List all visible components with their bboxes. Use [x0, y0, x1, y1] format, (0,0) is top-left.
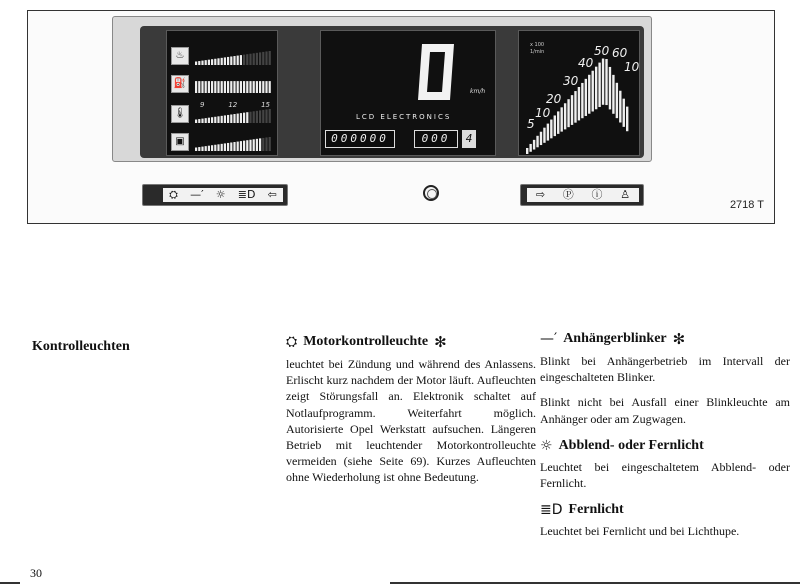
- gauge-segment: [262, 52, 264, 65]
- fuel-bars: [195, 77, 273, 93]
- gauge-segment: [233, 81, 235, 93]
- battery-icon: ▣: [171, 133, 189, 151]
- gauge-segment: [195, 120, 197, 124]
- gauge-segment: [253, 81, 255, 93]
- gauge-segment: [256, 53, 258, 65]
- tacho-number: 20: [546, 92, 562, 106]
- right-column: [540, 330, 790, 539]
- tacho-number: 10: [535, 106, 551, 120]
- engine-icon: ⛭: [286, 334, 298, 350]
- gauge-segment: [224, 81, 226, 93]
- tacho-number: 30: [563, 74, 579, 88]
- tacho-number: 40: [578, 56, 594, 70]
- tacho-segment: [550, 120, 552, 139]
- gauge-segment: [249, 81, 251, 93]
- gauge-segment: [269, 109, 271, 123]
- figure-code: 2718 T: [729, 199, 764, 211]
- battery-voltage-bars: [195, 135, 273, 151]
- gauge-segment: [227, 143, 229, 151]
- trip-reset-knob[interactable]: [423, 185, 439, 201]
- gauge-segment: [230, 56, 232, 65]
- auxiliary-gauges-panel: [166, 30, 278, 156]
- gauge-segment: [249, 112, 251, 123]
- gauge-segment: [217, 144, 219, 151]
- tacho-segment: [543, 128, 545, 143]
- warning-lights-right: [520, 184, 644, 206]
- speed-digit-display: [412, 40, 460, 104]
- gauge-segment: [214, 81, 216, 93]
- tacho-segment: [547, 124, 549, 141]
- gauge-segment: [198, 81, 200, 93]
- trailer-signal-icon: —′: [190, 188, 204, 201]
- engine-icon: ⛭: [169, 188, 178, 201]
- tacho-number: 10: [624, 60, 640, 74]
- gauge-segment: [201, 147, 203, 151]
- speed-unit: km/h: [470, 88, 486, 95]
- gauge-segment: [201, 81, 203, 93]
- gauge-segment: [205, 81, 207, 93]
- gauge-segment: [198, 147, 200, 151]
- gauge-segment: [262, 81, 264, 93]
- gauge-segment: [211, 81, 213, 93]
- gauge-segment: [208, 60, 210, 65]
- tacho-segment: [588, 75, 590, 114]
- odometer-trip: 000: [414, 130, 458, 148]
- turn-signal-icon: ⇦: [267, 188, 277, 201]
- entry-heading: [286, 333, 536, 351]
- page-edge-right: [390, 582, 800, 584]
- oil-temperature-gauge: [171, 45, 273, 67]
- gauge-segment: [265, 51, 267, 65]
- tacho-segment: [578, 87, 580, 120]
- gauge-segment: [249, 140, 251, 151]
- gauge-segment: [269, 137, 271, 151]
- gauge-segment: [201, 119, 203, 123]
- gauge-segment: [240, 113, 242, 123]
- gauge-segment: [211, 59, 213, 65]
- gauge-segment: [224, 143, 226, 151]
- asterisk-icon: ✻: [434, 333, 447, 351]
- gauge-segment: [246, 81, 248, 93]
- tacho-segment: [602, 59, 604, 105]
- voltage-scale: [200, 101, 270, 109]
- gauge-segment: [227, 57, 229, 65]
- gauge-segment: [224, 115, 226, 123]
- tacho-segment: [574, 91, 576, 123]
- gauge-segment: [240, 141, 242, 151]
- gauge-segment: [256, 111, 258, 123]
- gauge-segment: [243, 141, 245, 151]
- tacho-segment: [616, 83, 618, 118]
- tacho-segment: [609, 67, 611, 109]
- gauge-segment: [237, 114, 239, 123]
- gauge-segment: [214, 59, 216, 65]
- entry-title: Fernlicht: [568, 502, 624, 518]
- tacho-unit-line: 1/min: [530, 49, 545, 55]
- gauge-segment: [246, 54, 248, 65]
- gauge-segment: [265, 137, 267, 151]
- tacho-segment: [619, 91, 621, 123]
- dipped-beam-icon: ☼: [540, 437, 553, 454]
- entry-title: Anhängerblinker: [563, 331, 667, 346]
- gauge-segment: [221, 116, 223, 123]
- lcd-electronics-label: LCD ELECTRONICS: [356, 113, 452, 121]
- gauge-segment: [269, 51, 271, 65]
- gauge-segment: [221, 144, 223, 151]
- gauge-segment: [233, 56, 235, 65]
- gauge-segment: [198, 61, 200, 65]
- tacho-segment: [595, 67, 597, 110]
- gauge-segment: [221, 58, 223, 65]
- dipped-beam-icon: ☼: [215, 188, 226, 201]
- gauge-segment: [249, 54, 251, 65]
- gauge-segment: [246, 112, 248, 123]
- gauge-segment: [205, 118, 207, 123]
- tacho-segment: [533, 140, 535, 150]
- tacho-segment: [585, 79, 587, 116]
- entry-text: leuchtet bei Zündung und während des Anlassens. Erlischt kurz nachdem der Motor läuft. Aufleuchten zeigt Störungsfall an. Elektronik schaltet auf Notlaufprogramm. Weiterfahrt möglich. Autorisierte Opel Werkstatt aufsuchen. Längeren Betrieb mit leuchtender Motorkontrolleuchte vermeiden (siehe Seite 69). Kurzes Aufleuchten ohne Wiederholung ist ohne Bedeutung.: [286, 357, 536, 485]
- odometer-trip-decimal: 4: [462, 130, 476, 148]
- tacho-segment: [526, 148, 528, 154]
- gauge-segment: [227, 81, 229, 93]
- gauge-segment: [259, 81, 261, 93]
- oil-temperature-bars: [195, 49, 273, 65]
- turn-signal-icon: ⇨: [535, 188, 546, 201]
- gauge-segment: [201, 61, 203, 65]
- gauge-segment: [259, 52, 261, 65]
- tacho-segment: [626, 107, 628, 132]
- tacho-segment: [592, 71, 594, 112]
- entry-text: Leuchtet bei Fernlicht und bei Lichthupe.: [540, 524, 740, 539]
- gauge-segment: [205, 60, 207, 65]
- gauge-segment: [230, 81, 232, 93]
- gauge-segment: [237, 56, 239, 65]
- brake-warning-icon: ⓘ: [591, 188, 603, 201]
- tacho-number: 50: [594, 44, 610, 58]
- gauge-segment: [195, 62, 197, 66]
- parking-brake-icon: Ⓟ: [562, 188, 574, 201]
- section-title: Kontrolleuchten: [32, 339, 130, 354]
- warning-lights-left: [142, 184, 288, 206]
- entry-text: Leuchtet bei eingeschaltetem Abblend- oder Fernlicht.: [540, 459, 790, 491]
- gauge-segment: [262, 138, 264, 151]
- voltage-scale-label: 15: [261, 101, 270, 109]
- tacho-segment: [554, 115, 556, 136]
- coolant-temperature-bars: [195, 107, 273, 123]
- tacho-number: 5: [527, 117, 535, 131]
- asterisk-icon: ✻: [672, 330, 686, 348]
- gauge-segment: [240, 55, 242, 65]
- gauge-segment: [198, 119, 200, 123]
- main-beam-icon: ≣D: [540, 502, 563, 519]
- tacho-segment: [612, 75, 614, 114]
- page-number: 30: [30, 566, 42, 580]
- gauge-segment: [246, 140, 248, 151]
- tacho-segment: [536, 136, 538, 147]
- voltage-scale-label: 12: [228, 101, 238, 109]
- gauge-segment: [221, 81, 223, 93]
- voltage-scale-label: 9: [200, 101, 205, 109]
- trailer-signal-icon: —′: [540, 331, 558, 347]
- entry-motorkontrolleuchte: [286, 333, 536, 486]
- tacho-segment: [581, 83, 583, 118]
- gauge-segment: [230, 142, 232, 151]
- gauge-segment: [224, 57, 226, 65]
- seatbelt-icon: ♙: [620, 188, 631, 201]
- gauge-segment: [233, 142, 235, 151]
- gauge-segment: [195, 148, 197, 152]
- tacho-segment: [564, 103, 566, 129]
- tacho-segment: [598, 63, 600, 107]
- gauge-segment: [262, 110, 264, 123]
- gauge-segment: [211, 117, 213, 123]
- entry-heading: [540, 330, 790, 348]
- entry-text: Blinkt nicht bei Ausfall einer Blinkleuchte am Anhänger oder am Zugwagen.: [540, 395, 790, 426]
- tacho-segment: [623, 99, 625, 127]
- gauge-segment: [253, 53, 255, 65]
- gauge-segment: [211, 145, 213, 151]
- gauge-segment: [256, 81, 258, 93]
- gauge-segment: [237, 81, 239, 93]
- gauge-segment: [217, 116, 219, 123]
- gauge-segment: [259, 138, 261, 151]
- gauge-segment: [237, 142, 239, 151]
- gauge-segment: [195, 81, 197, 93]
- gauge-segment: [259, 110, 261, 123]
- gauge-segment: [240, 81, 242, 93]
- gauge-segment: [217, 81, 219, 93]
- gauge-segment: [208, 81, 210, 93]
- tacho-segment: [557, 111, 559, 133]
- gauge-segment: [214, 145, 216, 151]
- entry-heading: [540, 502, 790, 518]
- gauge-segment: [243, 81, 245, 93]
- speed-digit-zero: [418, 44, 454, 100]
- gauge-segment: [265, 81, 267, 93]
- odometer-total: 000000: [325, 130, 395, 148]
- gauge-segment: [253, 139, 255, 151]
- gauge-segment: [217, 58, 219, 65]
- gauge-segment: [243, 113, 245, 123]
- fuel-gauge: [171, 73, 273, 95]
- tacho-segment: [605, 59, 607, 105]
- gauge-segment: [205, 146, 207, 151]
- gauge-segment: [233, 114, 235, 123]
- gauge-segment: [269, 81, 271, 93]
- gauge-segment: [230, 114, 232, 123]
- gauge-segment: [214, 117, 216, 123]
- main-beam-icon: ≣D: [237, 188, 256, 201]
- gauge-segment: [208, 146, 210, 151]
- gauge-segment: [227, 115, 229, 123]
- entry-heading: [540, 438, 790, 454]
- oil-temperature-icon: ♨: [171, 47, 189, 65]
- gauge-segment: [253, 111, 255, 123]
- gauge-segment: [256, 139, 258, 151]
- tacho-segment: [567, 99, 569, 127]
- gauge-segment: [265, 109, 267, 123]
- tacho-unit-line: x 100: [530, 42, 545, 48]
- entry-title: Abblend- oder Fernlicht: [558, 437, 704, 453]
- tacho-segment: [529, 144, 531, 152]
- coolant-temperature-icon: 🌡: [171, 105, 189, 123]
- tacho-number: 60: [612, 46, 628, 60]
- fuel-icon: ⛽: [171, 75, 189, 93]
- gauge-segment: [243, 55, 245, 65]
- page-edge-left: [0, 582, 20, 584]
- gauge-segment: [208, 118, 210, 123]
- entry-text: Blinkt bei Anhängerbetrieb im Intervall der eingeschalteten Blinker.: [540, 354, 790, 385]
- entry-title: Motorkontrolleuchte: [303, 334, 429, 349]
- tacho-segment: [571, 95, 573, 125]
- tacho-unit: [530, 42, 544, 56]
- battery-voltage-gauge: [171, 131, 273, 153]
- tacho-segment: [560, 107, 562, 131]
- tacho-segment: [540, 132, 542, 145]
